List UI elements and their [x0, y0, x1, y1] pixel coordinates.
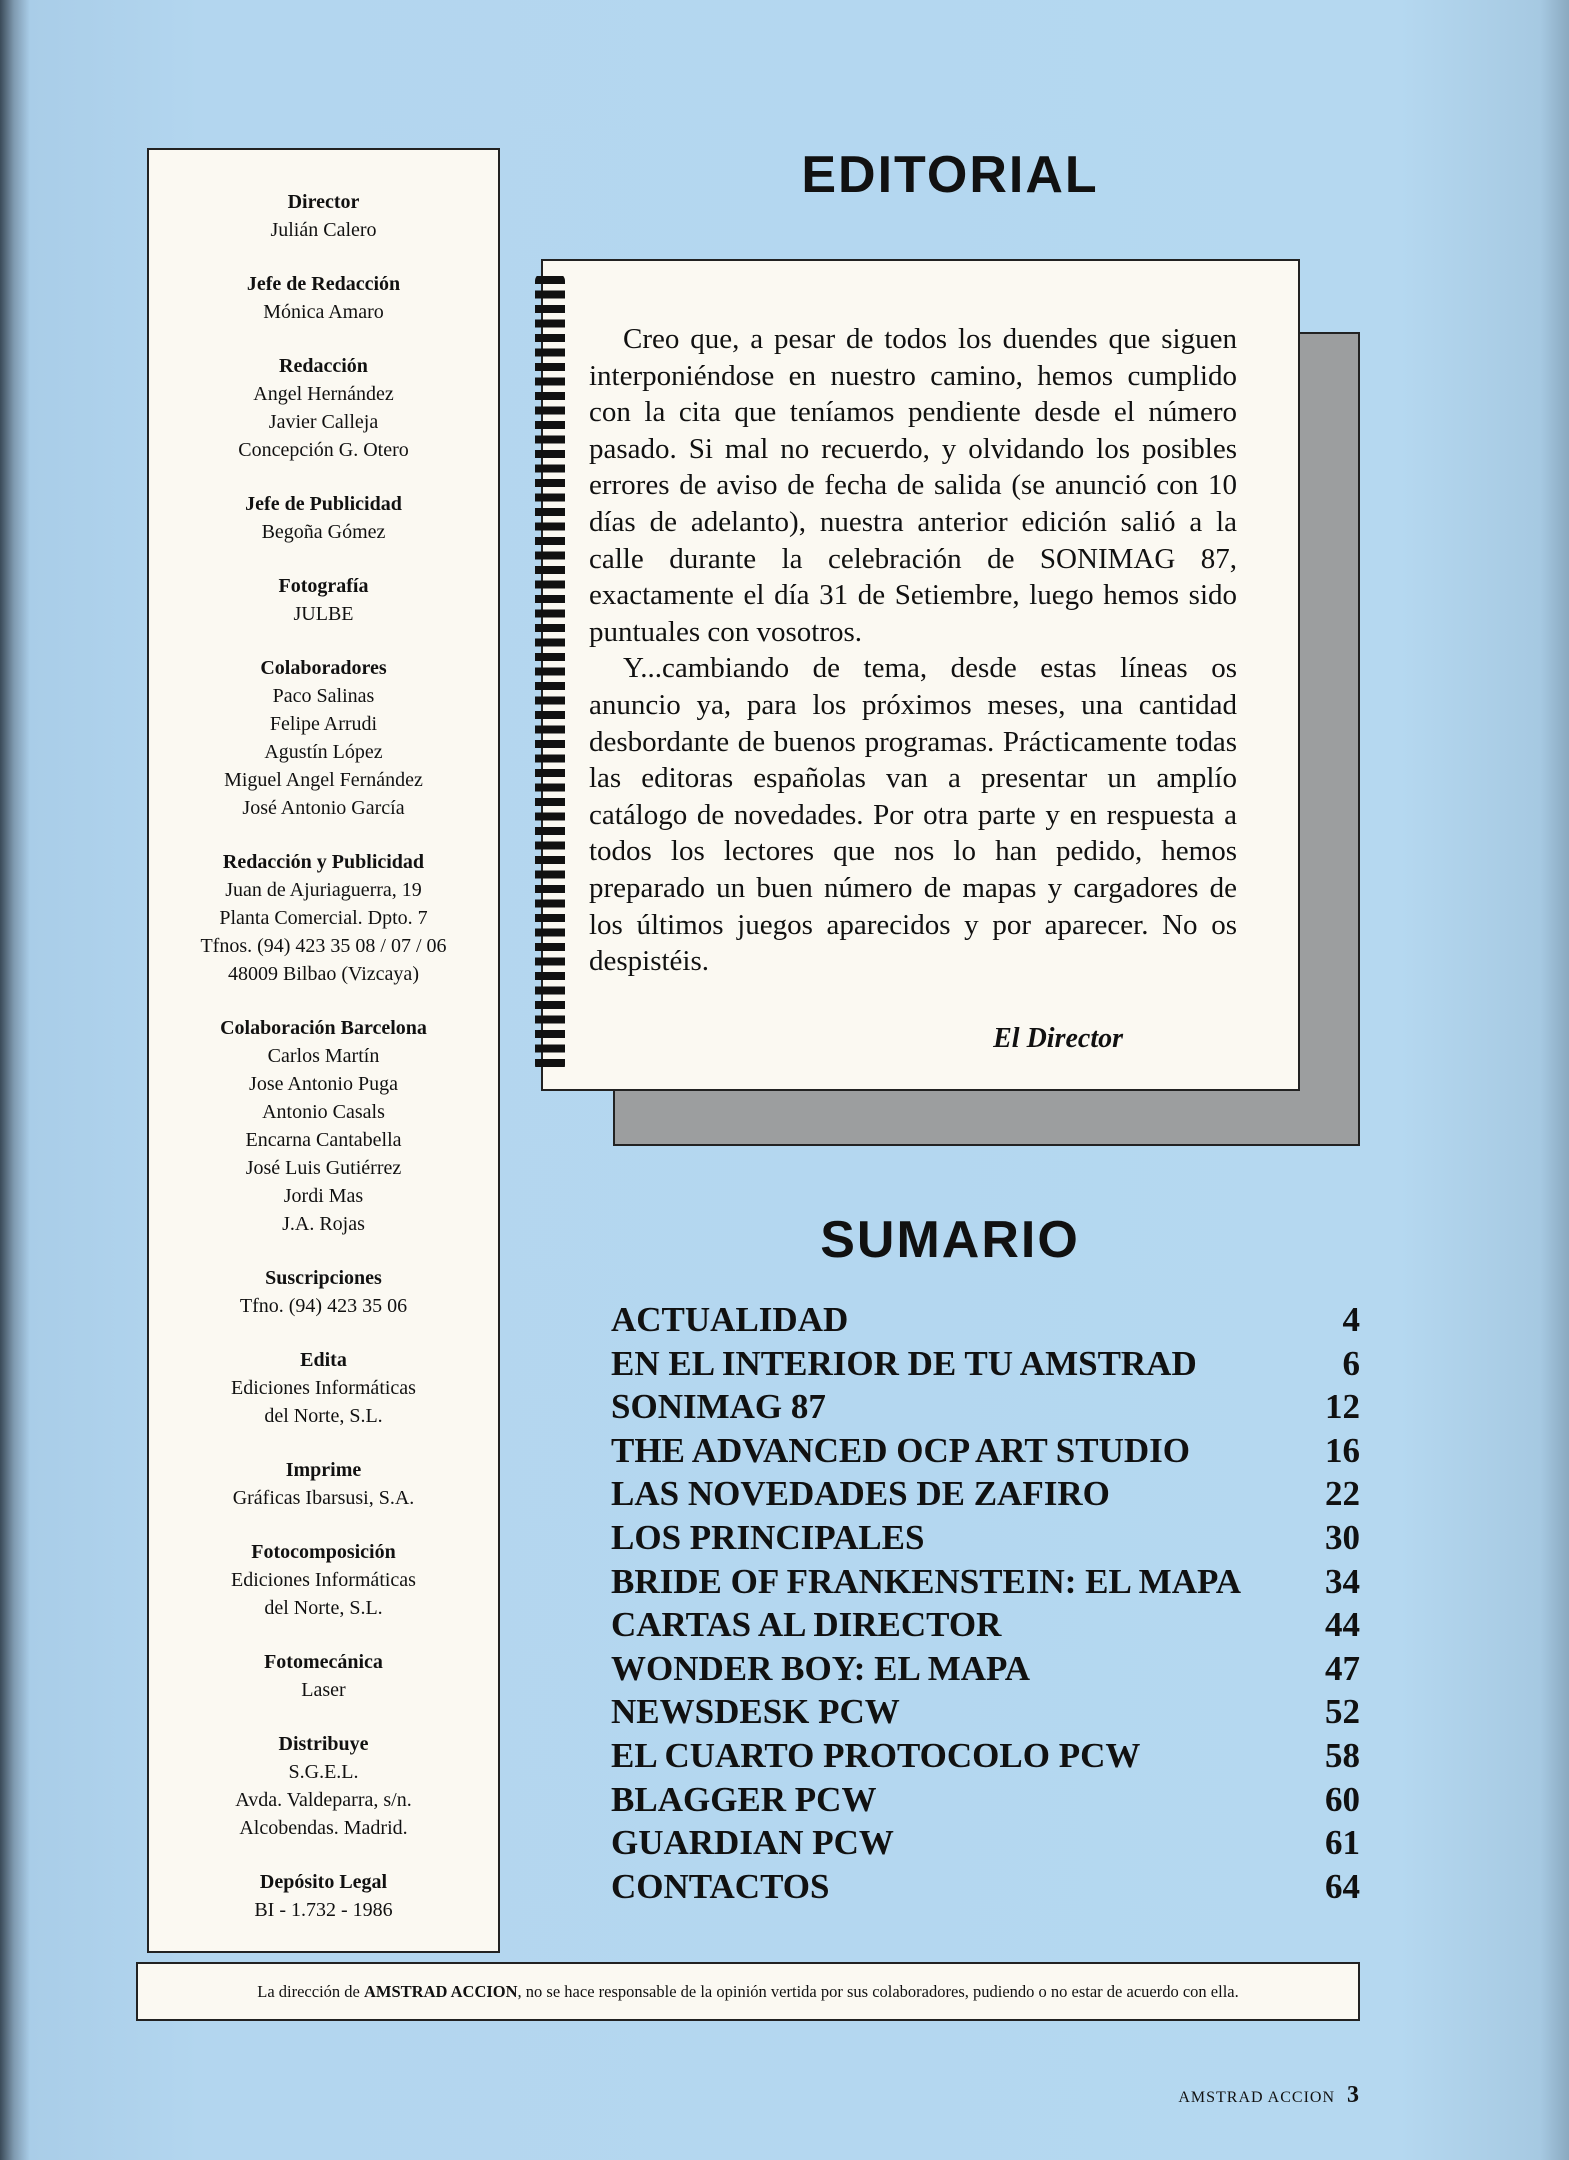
sumario-item-label: EN EL INTERIOR DE TU AMSTRAD: [611, 1343, 1197, 1383]
editorial-paragraph: Creo que, a pesar de todos los duendes que siguen interponiéndose en nuestro camino, hemos cumplido con la cita que teníamos pendiente desde el número pasado. Si mal no recuerdo, y olvidando los posibles errores de aviso de fecha de salida (se anunció con 10 días de adelanto), nuestra anterior edición salió a la calle durante la celebración de SONIMAG 87, exactamente el día 31 de Setiembre, luego hemos sido puntuales con vosotros.: [589, 323, 1237, 648]
editorial-signature: El Director: [993, 1023, 1123, 1054]
credit-group: [149, 572, 498, 628]
sumario-item: [611, 1472, 1360, 1516]
credit-name: Concepción G. Otero: [238, 439, 409, 461]
credit-role: Jefe de Redacción: [246, 273, 401, 295]
disclaimer-box: [136, 1962, 1360, 2021]
credit-role: Distribuye: [278, 1733, 369, 1755]
credit-name: del Norte, S.L.: [264, 1405, 383, 1427]
credit-role: Suscripciones: [265, 1267, 382, 1289]
credit-name: Alcobendas. Madrid.: [239, 1817, 408, 1839]
sumario-item-page: 60: [1325, 1779, 1360, 1819]
sumario-item: [611, 1342, 1360, 1386]
credit-name: Avda. Valdeparra, s/n.: [235, 1789, 412, 1811]
credit-group: [149, 848, 498, 988]
magazine-name: AMSTRAD ACCION: [1178, 2089, 1335, 2106]
credit-group: [149, 188, 498, 244]
sumario-item-page: 30: [1325, 1517, 1360, 1557]
sumario-item-label: EL CUARTO PROTOCOLO PCW: [611, 1735, 1141, 1775]
credit-name: Tfno. (94) 423 35 06: [239, 1295, 408, 1317]
sumario-item-page: 22: [1325, 1474, 1360, 1514]
credit-group: [149, 1264, 498, 1320]
credit-name: José Luis Gutiérrez: [245, 1157, 402, 1179]
credit-name: JULBE: [293, 603, 354, 625]
credit-group: [149, 1346, 498, 1430]
sumario-item: [611, 1734, 1360, 1778]
sumario-item: [611, 1298, 1360, 1342]
credit-name: José Antonio García: [242, 797, 405, 819]
sumario-item-page: 64: [1325, 1866, 1360, 1906]
credit-name: Encarna Cantabella: [245, 1129, 402, 1151]
credit-name: J.A. Rojas: [282, 1213, 365, 1235]
credit-group: [149, 1648, 498, 1704]
sumario-item: [611, 1385, 1360, 1429]
credit-role: Fotomecánica: [264, 1651, 383, 1673]
editorial-paragraph: Y...cambiando de tema, desde estas líneas os anuncio ya, para los próximos meses, una cantidad desbordante de buenos programas. Prácticamente todas las editoras españolas van a presentar un amplío catálogo de novedades. Por otra parte y en respuesta a todos los lectores que nos lo han pedido, hemos preparado un buen número de mapas y cargadores de los últimos juegos aparecidos y por aparecer. No os despistéis.: [589, 652, 1237, 978]
credit-name: Miguel Angel Fernández: [224, 769, 423, 791]
sumario-item-label: ACTUALIDAD: [611, 1300, 849, 1339]
sumario-item-page: 44: [1325, 1605, 1360, 1645]
sumario-item: [611, 1778, 1360, 1822]
credit-group: [149, 1730, 498, 1842]
credit-name: 48009 Bilbao (Vizcaya): [228, 963, 419, 985]
credit-role: Fotografía: [278, 575, 369, 597]
credit-name: Juan de Ajuriaguerra, 19: [225, 879, 422, 901]
spiral-binding-icon: [535, 273, 565, 1073]
sumario-item-label: GUARDIAN PCW: [611, 1823, 894, 1863]
credit-role: Fotocomposición: [251, 1541, 396, 1563]
credit-group: [149, 654, 498, 822]
credit-group: [149, 352, 498, 464]
sumario-item: [611, 1603, 1360, 1647]
credit-role: Colaboradores: [260, 657, 387, 679]
credit-name: Jose Antonio Puga: [249, 1073, 398, 1095]
disclaimer-text: La dirección de: [257, 1982, 364, 2001]
credit-name: Planta Comercial. Dpto. 7: [219, 907, 428, 929]
credit-group: [149, 1456, 498, 1512]
credit-name: del Norte, S.L.: [264, 1597, 383, 1619]
credit-name: Laser: [301, 1679, 346, 1701]
credit-name: S.G.E.L.: [288, 1761, 359, 1783]
sumario-item-page: 12: [1325, 1387, 1360, 1427]
credit-name: Antonio Casals: [262, 1101, 385, 1123]
editorial-title: EDITORIAL: [801, 146, 1099, 204]
sumario-title: SUMARIO: [820, 1211, 1080, 1269]
credit-name: Ediciones Informáticas: [231, 1377, 416, 1399]
credit-name: Javier Calleja: [268, 411, 379, 433]
credit-name: Ediciones Informáticas: [231, 1569, 416, 1591]
sumario-item-label: LAS NOVEDADES DE ZAFIRO: [611, 1474, 1110, 1514]
sumario-item-page: 16: [1325, 1430, 1360, 1470]
credit-role: Director: [287, 191, 360, 213]
credit-role: Edita: [300, 1349, 347, 1371]
sumario-item-page: 58: [1325, 1735, 1360, 1775]
sumario-item-label: SONIMAG 87: [611, 1387, 826, 1427]
sumario-list: [611, 1298, 1360, 1908]
sumario-item: [611, 1516, 1360, 1560]
credit-name: Angel Hernández: [253, 383, 394, 405]
credit-name: Felipe Arrudi: [269, 713, 378, 735]
sumario-item-page: 47: [1325, 1648, 1360, 1688]
credit-name: Paco Salinas: [272, 685, 375, 707]
credit-name: Carlos Martín: [267, 1045, 380, 1067]
sumario-item-label: BRIDE OF FRANKENSTEIN: EL MAPA: [611, 1561, 1242, 1601]
credit-role: Redacción y Publicidad: [222, 851, 425, 873]
sumario-item-page: 6: [1342, 1343, 1360, 1383]
credit-name: Julián Calero: [270, 219, 377, 241]
credit-name: Tfnos. (94) 423 35 08 / 07 / 06: [200, 935, 447, 957]
credit-group: [149, 490, 498, 546]
sumario-item-label: THE ADVANCED OCP ART STUDIO: [611, 1430, 1191, 1470]
credit-group: [149, 1538, 498, 1622]
credit-group: [149, 270, 498, 326]
credit-name: Begoña Gómez: [261, 521, 386, 543]
credit-name: Gráficas Ibarsusi, S.A.: [232, 1487, 415, 1509]
sumario-item: [611, 1690, 1360, 1734]
credit-role: Imprime: [285, 1459, 362, 1481]
disclaimer-brand: AMSTRAD ACCION: [363, 1982, 518, 2001]
editorial-notepad: [541, 259, 1300, 1091]
credit-role: Colaboración Barcelona: [220, 1017, 427, 1039]
credits-box: [147, 148, 500, 1953]
sumario-item: [611, 1821, 1360, 1865]
page-footer: [1178, 2082, 1360, 2109]
credit-name: BI - 1.732 - 1986: [254, 1899, 393, 1921]
sumario-item-label: CARTAS AL DIRECTOR: [611, 1605, 1002, 1645]
sumario-item: [611, 1647, 1360, 1691]
sumario-item-label: NEWSDESK PCW: [611, 1692, 900, 1732]
sumario-item-page: 61: [1325, 1823, 1360, 1863]
sumario-item-label: BLAGGER PCW: [611, 1779, 877, 1819]
sumario-item: [611, 1865, 1360, 1909]
disclaimer-text: , no se hace responsable de la opinión vertida por sus colaboradores, pudiendo o no estar de acuerdo con ella.: [517, 1982, 1239, 2001]
credit-role: Depósito Legal: [259, 1871, 388, 1893]
sumario-item: [611, 1560, 1360, 1604]
editorial-body: [589, 321, 1237, 980]
sumario-item-page: 4: [1342, 1300, 1360, 1339]
sumario-item-page: 52: [1325, 1692, 1360, 1732]
credit-group: [149, 1868, 498, 1924]
sumario-item-label: CONTACTOS: [611, 1866, 830, 1906]
sumario-item-label: WONDER BOY: EL MAPA: [611, 1648, 1031, 1688]
sumario-item-label: LOS PRINCIPALES: [611, 1517, 925, 1557]
credit-name: Mónica Amaro: [263, 301, 384, 323]
page-number: 3: [1347, 2082, 1360, 2108]
sumario-item: [611, 1429, 1360, 1473]
credit-role: Jefe de Publicidad: [245, 493, 402, 515]
credit-role: Redacción: [279, 355, 368, 377]
credit-group: [149, 1014, 498, 1238]
credit-name: Agustín López: [264, 741, 383, 763]
sumario-item-page: 34: [1325, 1561, 1360, 1601]
credit-name: Jordi Mas: [283, 1185, 364, 1207]
